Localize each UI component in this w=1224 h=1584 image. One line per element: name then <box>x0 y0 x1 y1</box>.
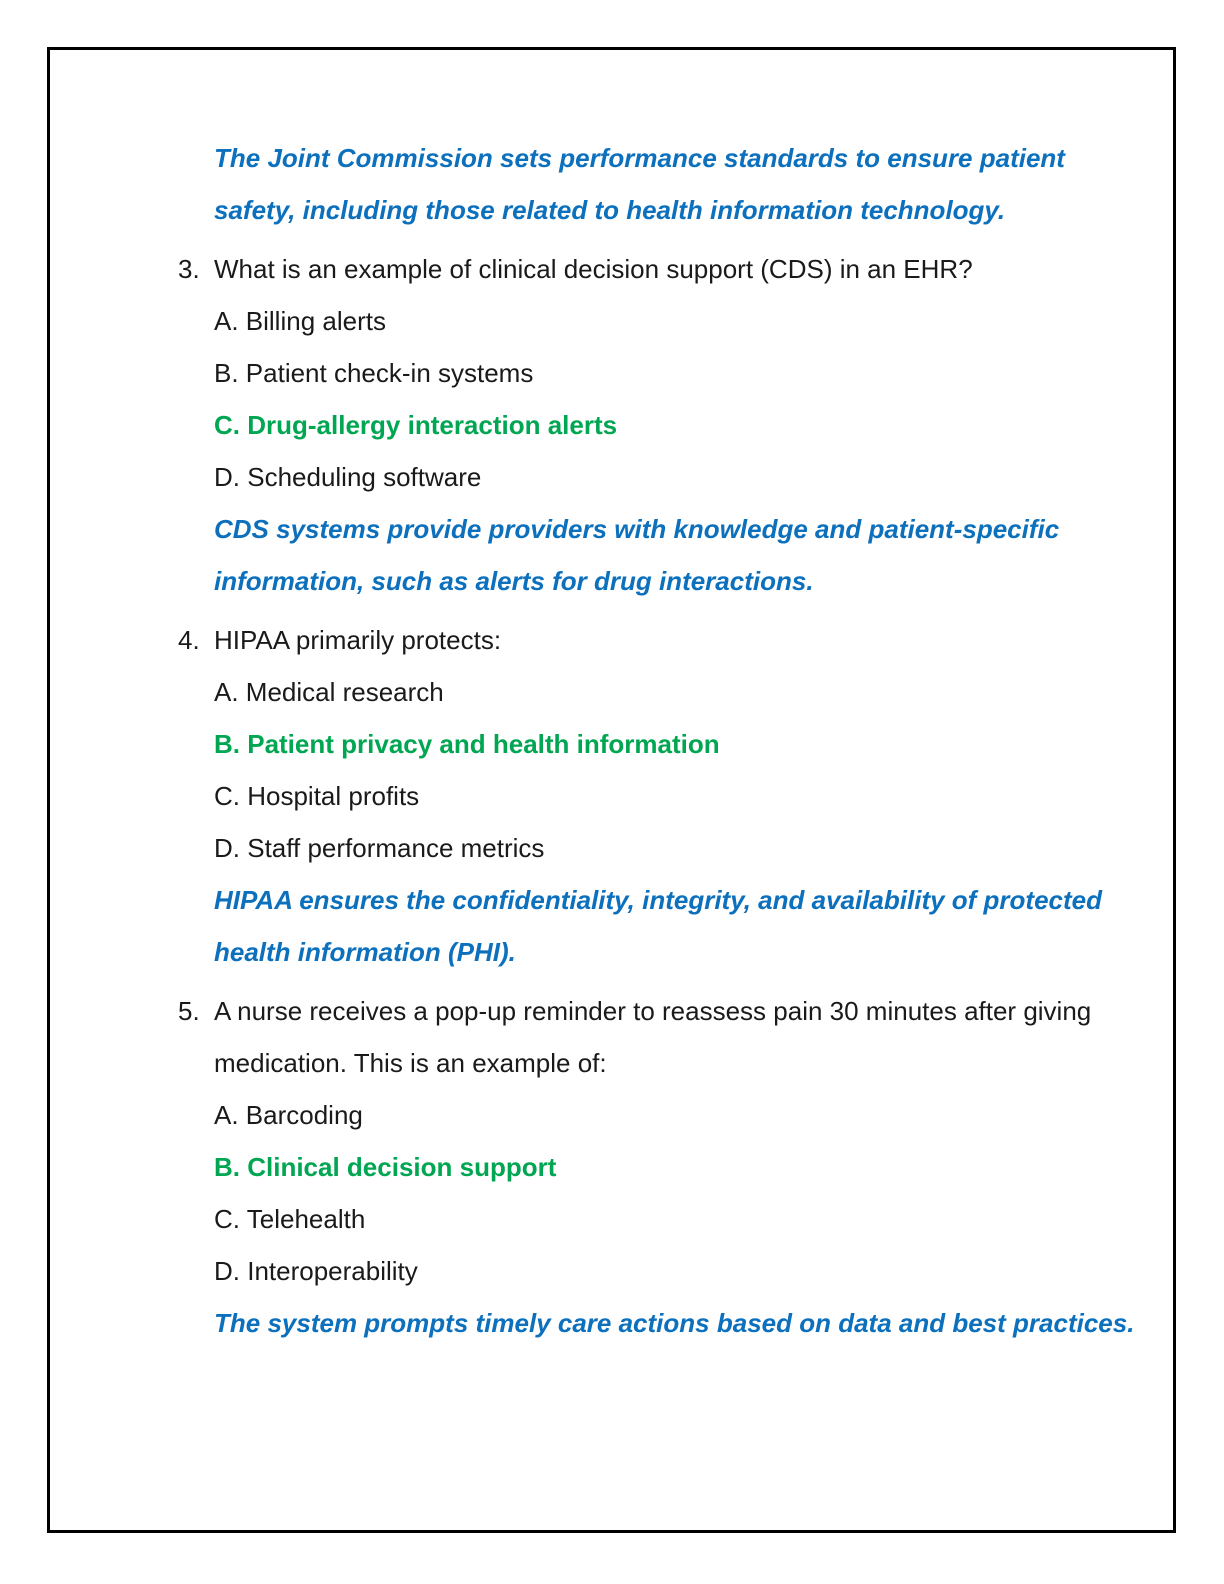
option-correct-answer: B. Clinical decision support <box>214 1152 557 1182</box>
answer-explanation-line: health information (PHI). <box>214 937 516 967</box>
option: D. Staff performance metrics <box>214 833 545 863</box>
option: D. Interoperability <box>214 1256 418 1286</box>
question-text: medication. This is an example of: <box>214 1048 607 1078</box>
answer-explanation-line: information, such as alerts for drug interactions. <box>214 566 814 596</box>
question-number: 3. <box>178 254 200 284</box>
answer-explanation-line: The system prompts timely care actions based on data and best practices. <box>214 1308 1135 1338</box>
question-text-line <box>178 614 1143 666</box>
question-text-line <box>214 1037 1143 1089</box>
question-text-line <box>178 985 1143 1037</box>
option-correct-answer: C. Drug-allergy interaction alerts <box>214 410 618 440</box>
option: A. Billing alerts <box>214 306 386 336</box>
explanation-line: The Joint Commission sets performance standards to ensure patient <box>214 143 1065 173</box>
questions-container <box>178 243 1143 1349</box>
question-number: 5. <box>178 996 200 1026</box>
answer-explanation-line: HIPAA ensures the confidentiality, integrity, and availability of protected <box>214 885 1103 915</box>
carryover-answer-explanation <box>214 132 1143 236</box>
option: A. Barcoding <box>214 1100 363 1130</box>
option-correct-answer: B. Patient privacy and health information <box>214 729 720 759</box>
question-number: 4. <box>178 625 200 655</box>
option: B. Patient check-in systems <box>214 358 534 388</box>
answer-explanation-line: CDS systems provide providers with knowledge and patient-specific <box>214 514 1060 544</box>
page-border-frame <box>47 47 1176 1533</box>
option: C. Hospital profits <box>214 781 420 811</box>
question-text: A nurse receives a pop-up reminder to reassess pain 30 minutes after giving <box>214 996 1092 1026</box>
question-block <box>178 614 1143 978</box>
question-text-line <box>178 243 1143 295</box>
option: C. Telehealth <box>214 1204 366 1234</box>
question-text: What is an example of clinical decision support (CDS) in an EHR? <box>214 254 973 284</box>
option: D. Scheduling software <box>214 462 482 492</box>
option: A. Medical research <box>214 677 444 707</box>
explanation-line: safety, including those related to health information technology. <box>214 195 1006 225</box>
question-block <box>178 985 1143 1349</box>
question-text: HIPAA primarily protects: <box>214 625 502 655</box>
question-block <box>178 243 1143 607</box>
page-content <box>50 50 1173 1349</box>
